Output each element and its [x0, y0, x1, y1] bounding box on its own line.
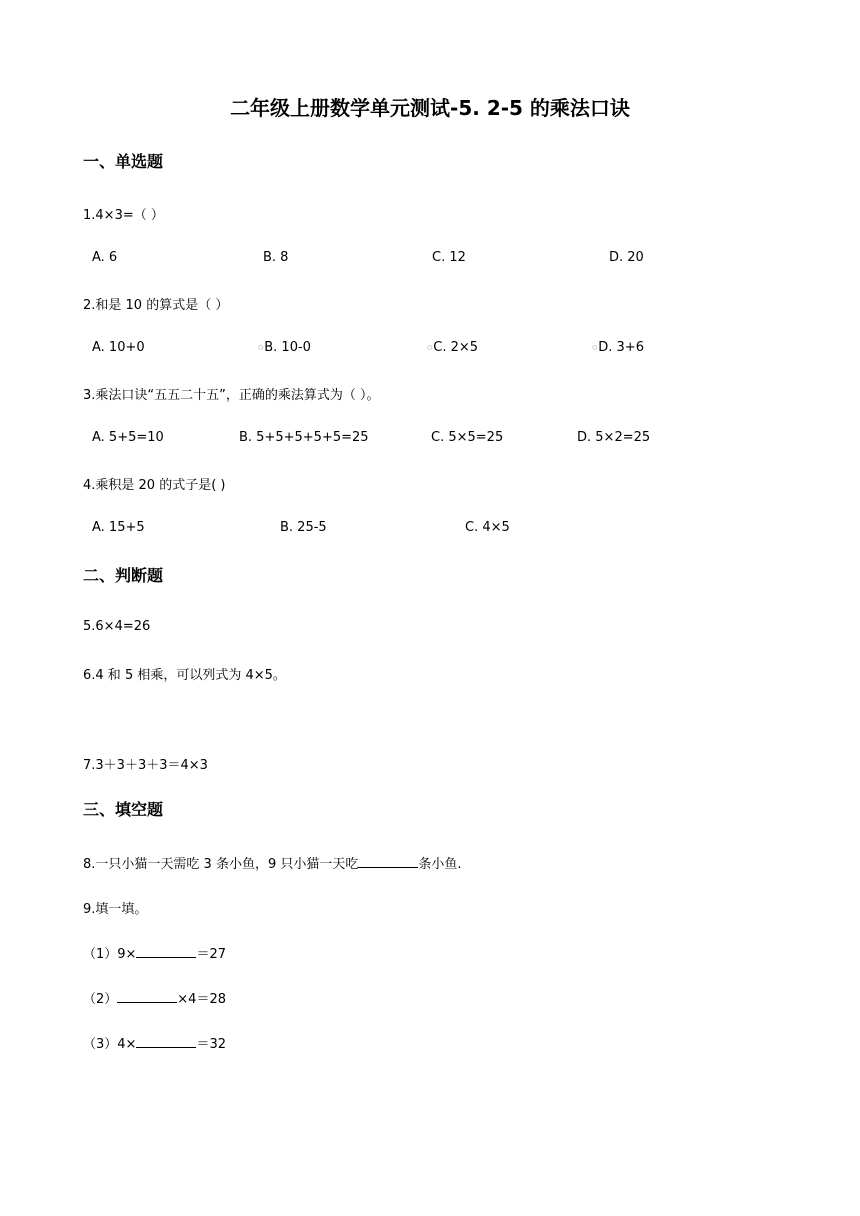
question-4-option-b: B. 25-5 [280, 520, 327, 535]
question-3-stem: 3.乘法口诀“五五二十五”，正确的乘法算式为（ ）。 [83, 388, 380, 403]
question-8 [83, 853, 461, 872]
question-2-option-d-wrap [592, 340, 644, 355]
part-1-text-after: ＝27 [196, 947, 226, 962]
question-3-option-b: B. 5+5+5+5+5=25 [239, 430, 369, 445]
part-3-text-after: ＝32 [196, 1037, 226, 1052]
question-3-option-d: D. 5×2=25 [577, 430, 651, 445]
question-3-option-c: C. 5×5=25 [431, 430, 504, 445]
question-2-option-c: C. 2×5 [433, 340, 479, 355]
question-2-option-b-wrap [258, 340, 311, 355]
part-2-text-after: ×4＝28 [177, 992, 226, 1007]
part-3-text-before: （3）4× [83, 1037, 137, 1052]
section-heading-fill-in: 三、填空题 [83, 800, 164, 819]
answer-blank[interactable] [136, 947, 196, 958]
question-4-stem: 4.乘积是 20 的式子是( ) [83, 478, 226, 493]
question-2-option-c-wrap [427, 340, 478, 355]
question-1-option-d: D. 20 [609, 250, 644, 265]
question-9-part-3 [83, 1033, 226, 1052]
question-6-stem: 6.4 和 5 相乘，可以列式为 4×5。 [83, 668, 286, 683]
question-2-option-a: A. 10+0 [92, 340, 145, 355]
question-1-option-c: C. 12 [432, 250, 466, 265]
part-1-text-before: （1）9× [83, 947, 137, 962]
question-8-text-after: 条小鱼. [418, 857, 462, 872]
answer-blank[interactable] [358, 857, 418, 868]
question-2-option-d: D. 3+6 [598, 340, 644, 355]
question-9-part-1 [83, 943, 226, 962]
question-9-part-2 [83, 988, 226, 1007]
question-2-option-b: B. 10-0 [264, 340, 311, 355]
section-heading-true-false: 二、判断题 [83, 566, 164, 585]
question-2-stem: 2.和是 10 的算式是（ ） [83, 298, 229, 313]
question-7-stem: 7.3＋3＋3＋3＝4×3 [83, 758, 208, 773]
question-5-stem: 5.6×4=26 [83, 619, 151, 634]
question-3-option-a: A. 5+5=10 [92, 430, 164, 445]
bullet-icon: ○ [592, 344, 598, 351]
page-title: 二年级上册数学单元测试-5. 2-5 的乘法口诀 [230, 96, 630, 120]
question-9-stem: 9.填一填。 [83, 902, 148, 917]
answer-blank[interactable] [136, 1037, 196, 1048]
question-4-option-a: A. 15+5 [92, 520, 145, 535]
bullet-icon: ○ [427, 344, 433, 351]
section-heading-single-choice: 一、单选题 [83, 152, 164, 171]
question-1-stem: 1.4×3=（ ） [83, 208, 164, 223]
question-1-option-b: B. 8 [263, 250, 289, 265]
bullet-icon: ○ [258, 344, 264, 351]
question-8-text-before: 8.一只小猫一天需吃 3 条小鱼，9 只小猫一天吃 [83, 857, 359, 872]
question-1-option-a: A. 6 [92, 250, 118, 265]
part-2-text-before: （2） [83, 992, 118, 1007]
answer-blank[interactable] [117, 992, 177, 1003]
question-4-option-c: C. 4×5 [465, 520, 510, 535]
